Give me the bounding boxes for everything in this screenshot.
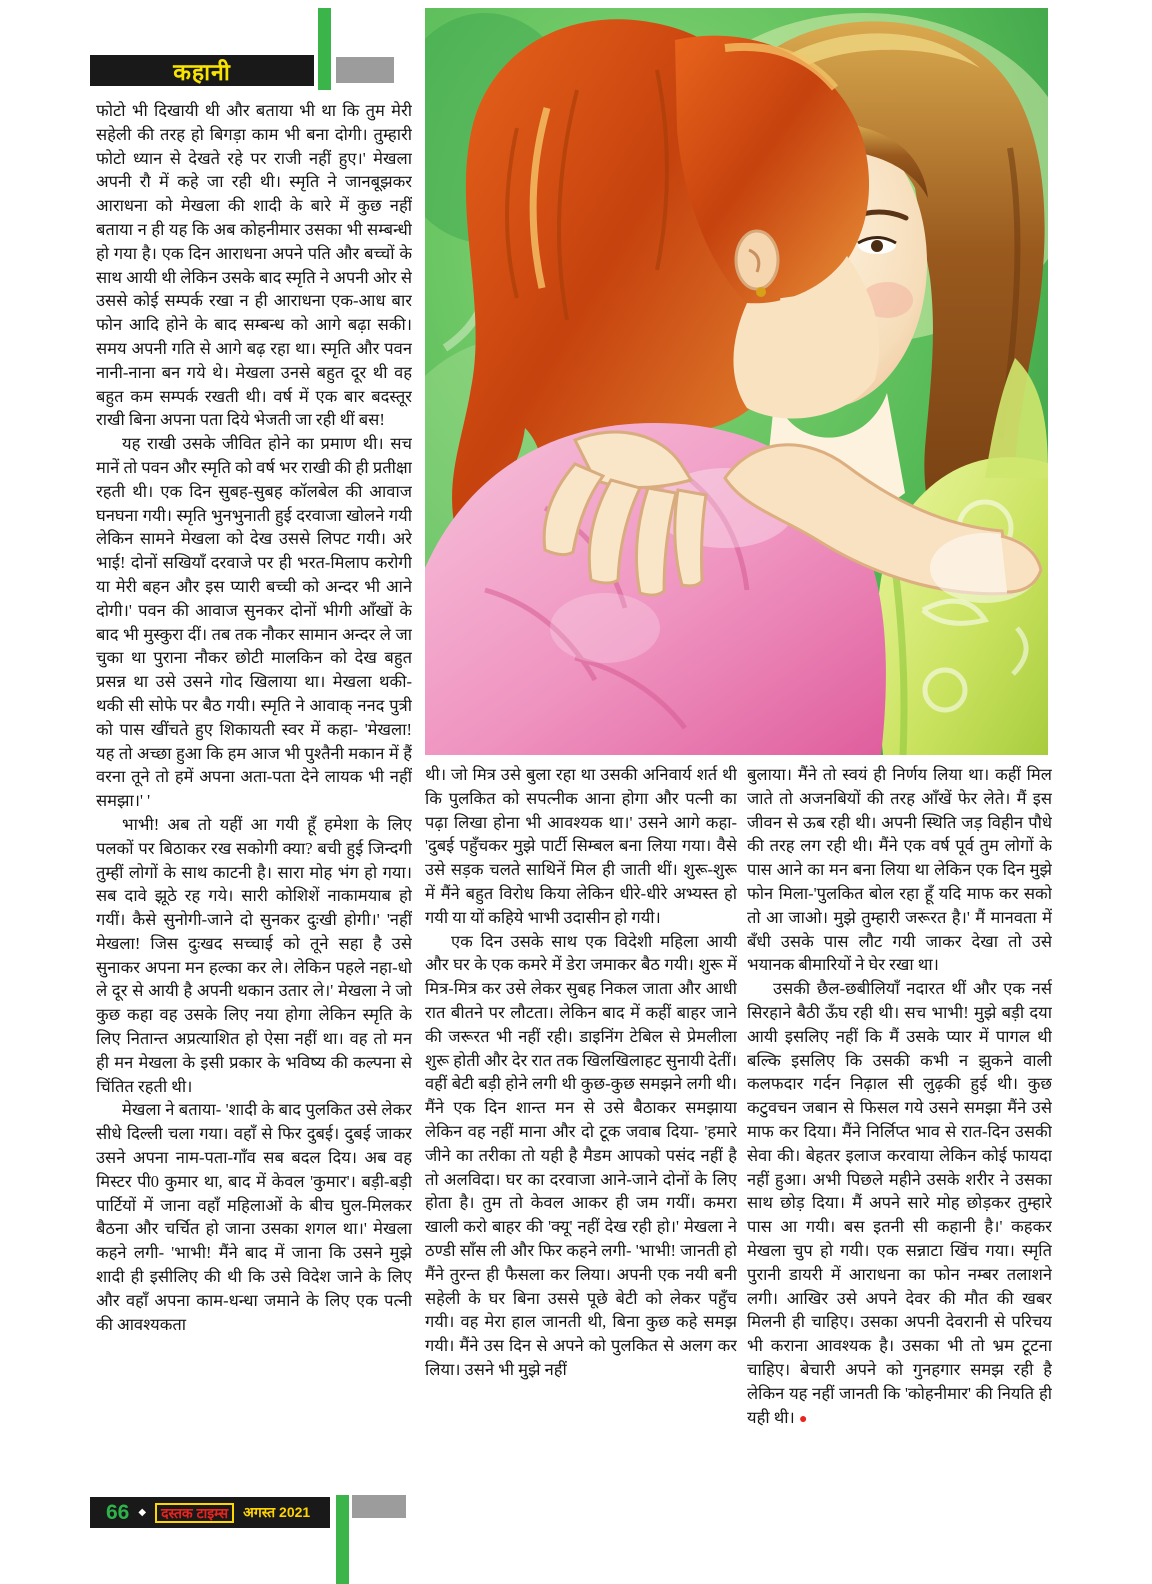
magazine-logo: दस्तक टाइम्स	[155, 1503, 234, 1523]
story-paragraph	[747, 977, 1052, 1431]
story-paragraph-text: उसकी छैल-छबीलियाँ नदारत थीं और एक नर्स सिरहाने बैठी ऊँघ रही थी। सच भाभी! मुझे बड़ी दया आयी इसलिए नहीं कि मैं उसके प्यार में पागल थी बल्कि इसलिए कि उसकी कभी न झुकने वाली कलफदार गर्दन निढ़ाल सी लुढ़की हुई थी। कुछ कटुवचन जबान से फिसल गये उसने समझा मैंने उसे माफ कर दिया। मैंने निर्लिप्त भाव से रात-दिन उसकी सेवा की। बेहतर इलाज करवाया लेकिन कोई फायदा नहीं हुआ। अभी पिछले महीने उसके शरीर ने उसका साथ छोड़ दिया। मैं अपने सारे मोह छोड़कर तुम्हारे पास आ गयी। बस इतनी सी कहानी है।' कहकर मेखला चुप हो गयी। एक सन्नाटा खिंच गया। स्मृति पुरानी डायरी में आराधना का फोन नम्बर तलाशने लगी। आखिर उसे अपने देवर की मौत की खबर मिलनी ही चाहिए। उसका अपनी देवरानी से परिचय भी कराना आवश्यक है। उसका भी तो भ्रम टूटना चाहिए। बेचारी अपने को गुनहगार समझ रही है लेकिन यह नहीं जानती कि 'कोहनीमार' की नियति ही यही थी।	[747, 979, 1052, 1427]
story-paragraph: फोटो भी दिखायी थी और बताया भी था कि तुम मेरी सहेली की तरह हो बिगड़ा काम भी बना दोगी। तुम्हारी फोटो ध्यान से देखते रहे पर राजी नहीं हुए।' मेखला अपनी रौ में कहे जा रही थी। स्मृति ने जानबूझकर आराधना को मेखला की शादी के बारे में कुछ नहीं बताया न ही यह कि अब कोहनीमार उसका भी सम्बन्धी हो गया है। एक दिन आराधना अपने पति और बच्चों के साथ आयी थी लेकिन उसके बाद स्मृति ने अपनी ओर से उससे कोई सम्पर्क रखा न ही आराधना एक-आध बार फोन आदि होने के बाद सम्बन्ध को आगे बढ़ा सकी। समय अपनी गति से आगे बढ़ रहा था। स्मृति और पवन नानी-नाना बन गये थे। मेखला उनसे बहुत दूर थी वह बहुत कम सम्पर्क रखती थी। वर्ष में एक बार बदस्तूर राखी बिना अपना पता दिये भेजती जा रही थीं बस!	[96, 101, 412, 430]
story-column-2	[425, 763, 737, 1463]
green-accent-bar-bottom	[336, 1495, 349, 1584]
story-end-dot: ●	[798, 1411, 808, 1427]
page-number: 66	[106, 1500, 130, 1524]
issue-date: अगस्त 2021	[243, 1504, 311, 1520]
story-paragraph: मेखला ने बताया- 'शादी के बाद पुलकित उसे लेकर सीधे दिल्ली चला गया। वहाँ से फिर दुबई। दुबई जाकर उसने अपना नाम-पता-गाँव सब बदल दिय। अब वह मिस्टर पी0 कुमार था, बाद में केवल 'कुमार'। बड़ी-बड़ी पार्टियों में जाना वहाँ महिलाओं के बीच घुल-मिलकर बैठना और चर्चित हो जाना उसका शगल था।' मेखला कहने लगी- 'भाभी! मैंने बाद में जाना कि उसने मुझे शादी ही इसीलिए की थी कि उसे विदेश जाने के लिए और वहाँ अपना काम-धन्धा जमाने के लिए एक पत्नी की आवश्यकता	[96, 1100, 412, 1334]
mother-child-illustration-art	[425, 8, 1048, 755]
diamond-separator-icon: ◆	[138, 1507, 147, 1518]
gray-accent-bar-top	[336, 57, 394, 83]
story-paragraph: बुलाया। मैंने तो स्वयं ही निर्णय लिया था। कहीं मिल जाते तो अजनबियों की तरह आँखें फेर लेते। मैं इस जीवन से ऊब रही थी। अपनी स्थिति जड़ विहीन पौधे की तरह लग रही थी। मैंने एक वर्ष पूर्व तुम लोगों के पास आने का मन बना लिया था लेकिन एक दिन मुझे फोन मिला-'पुलकित बोल रहा हूँ यदि माफ कर सको तो आ जाओ। मुझे तुम्हारी जरूरत है।' मैं मानवता में बँधी उसके पास लौट गयी जाकर देखा तो उसे भयानक बीमारियों ने घेर रखा था।	[747, 765, 1052, 975]
gray-accent-bar-bottom	[352, 1495, 406, 1518]
story-column-1	[96, 99, 412, 1464]
story-paragraph: एक दिन उसके साथ एक विदेशी महिला आयी और घर के एक कमरे में डेरा जमाकर बैठ गयी। शुरू में मित्र-मित्र कर उसे लेकर सुबह निकल जाता और आधी रात बीतने पर लौटता। लेकिन बाद में कहीं बाहर जाने की जरूरत भी नहीं रही। डाइनिंग टेबिल से प्रेमलीला शुरू होती और देर रात तक खिलखिलाहट सुनायी देतीं। वहीं बेटी बड़ी होने लगी थी कुछ-कुछ समझने लगी थी। मैंने एक दिन शान्त मन से उसे बैठाकर समझाया लेकिन वह नहीं माना और दो टूक जवाब दिया- 'हमारे जीने का तरीका तो यही है मैडम आपको पसंद नहीं है तो अलविदा। घर का दरवाजा आने-जाने दोनों के लिए होता है। तुम तो केवल आकर ही जम गयीं। कमरा खाली करो बाहर की 'क्यू' नहीं देख रही हो।' मेखला ने ठण्डी साँस ली और फिर कहने लगी- 'भाभी! जानती हो मैंने तुरन्त ही फैसला कर लिया। अपनी एक नयी बनी सहेली के घर बिना उससे पूछे बेटी को लेकर पहुँच गयी। वह मेरा हाल जानती थी, बिना कुछ कहे समझ गयी। मैंने उस दिन से अपने को पुलकित से अलग कर लिया। उसने भी मुझे नहीं	[425, 931, 737, 1379]
story-paragraph: भाभी! अब तो यहीं आ गयी हूँ हमेशा के लिए पलकों पर बिठाकर रख सकोगी क्या? बची हुई जिन्दगी तुम्हीं लोगों के साथ काटनी है। सारा मोह भंग हो गया। सब दावे झूठे रह गये। सारी कोशिशें नाकामयाब हो गयीं। कैसे सुनोगी-जाने दो सुनकर दुःखी होगी।' 'नहीं मेखला! जिस दुःखद सच्चाई को तूने सहा है उसे सुनाकर अपना मन हल्का कर ले। लेकिन पहले नहा-धो ले दूर से आयी है अपनी थकान उतार ले।' मेखला ने जो कुछ कहा वह उसके लिए नया होगा लेकिन स्मृति के लिए नितान्त अप्रत्याशित हो ऐसा नहीं था। वह तो मन ही मन मेखला के इसी प्रकार के भविष्य की कल्पना से चिंतित रहती थी।	[96, 814, 412, 1096]
section-header-bar	[90, 55, 314, 86]
footer-bar	[90, 1497, 330, 1528]
mother-child-illustration	[425, 8, 1048, 755]
story-paragraph: थी। जो मित्र उसे बुला रहा था उसकी अनिवार्य शर्त थी कि पुलकित को सपत्नीक आना होगा और पत्नी का पढ़ा लिखा होना भी आवश्यक था।' उसने आगे कहा- 'दुबई पहुँचकर मुझे पार्टी सिम्बल बना लिया गया। वैसे उसे सड़क चलते साथिनें मिल ही जाती थीं। शुरू-शुरू में मैंने बहुत विरोध किया लेकिन धीरे-धीरे अभ्यस्त हो गयी या यों कहिये भाभी उदासीन हो गयी।	[425, 765, 737, 927]
story-paragraph: यह राखी उसके जीवित होने का प्रमाण थी। सच मानें तो पवन और स्मृति को वर्ष भर राखी की ही प्रतीक्षा रहती थी। एक दिन सुबह-सुबह कॉलबेल की आवाज घनघना गयी। स्मृति भुनभुनाती हुई दरवाजा खोलने गयी लेकिन सामने मेखला को देख उससे लिपट गयी। अरे भाई! दोनों सखियाँ दरवाजे पर ही भरत-मिलाप करोगी या मेरी बहन और इस प्यारी बच्ची को अन्दर भी आने दोगी।' पवन की आवाज सुनकर दोनों भीगी आँखों के बाद भी मुस्कुरा दीं। तब तक नौकर सामान अन्दर ले जा चुका था पुराना नौकर छोटी मालकिन को देख बहुत प्रसन्न था उसे उसने गोद खिलाया था। मेखला थकी-थकी सी सोफे पर बैठ गयी। स्मृति ने आवाक् ननद पुत्री को पास खींचते हुए शिकायती स्वर में कहा- 'मेखला! यह तो अच्छा हुआ कि हम आज भी पुश्तैनी मकान में हैं वरना तूने तो हमें अपना अता-पता देने लायक भी नहीं समझा।' '	[96, 434, 412, 811]
story-column-3	[747, 763, 1052, 1463]
section-label: कहानी	[173, 58, 231, 85]
green-accent-bar-top	[318, 8, 331, 90]
